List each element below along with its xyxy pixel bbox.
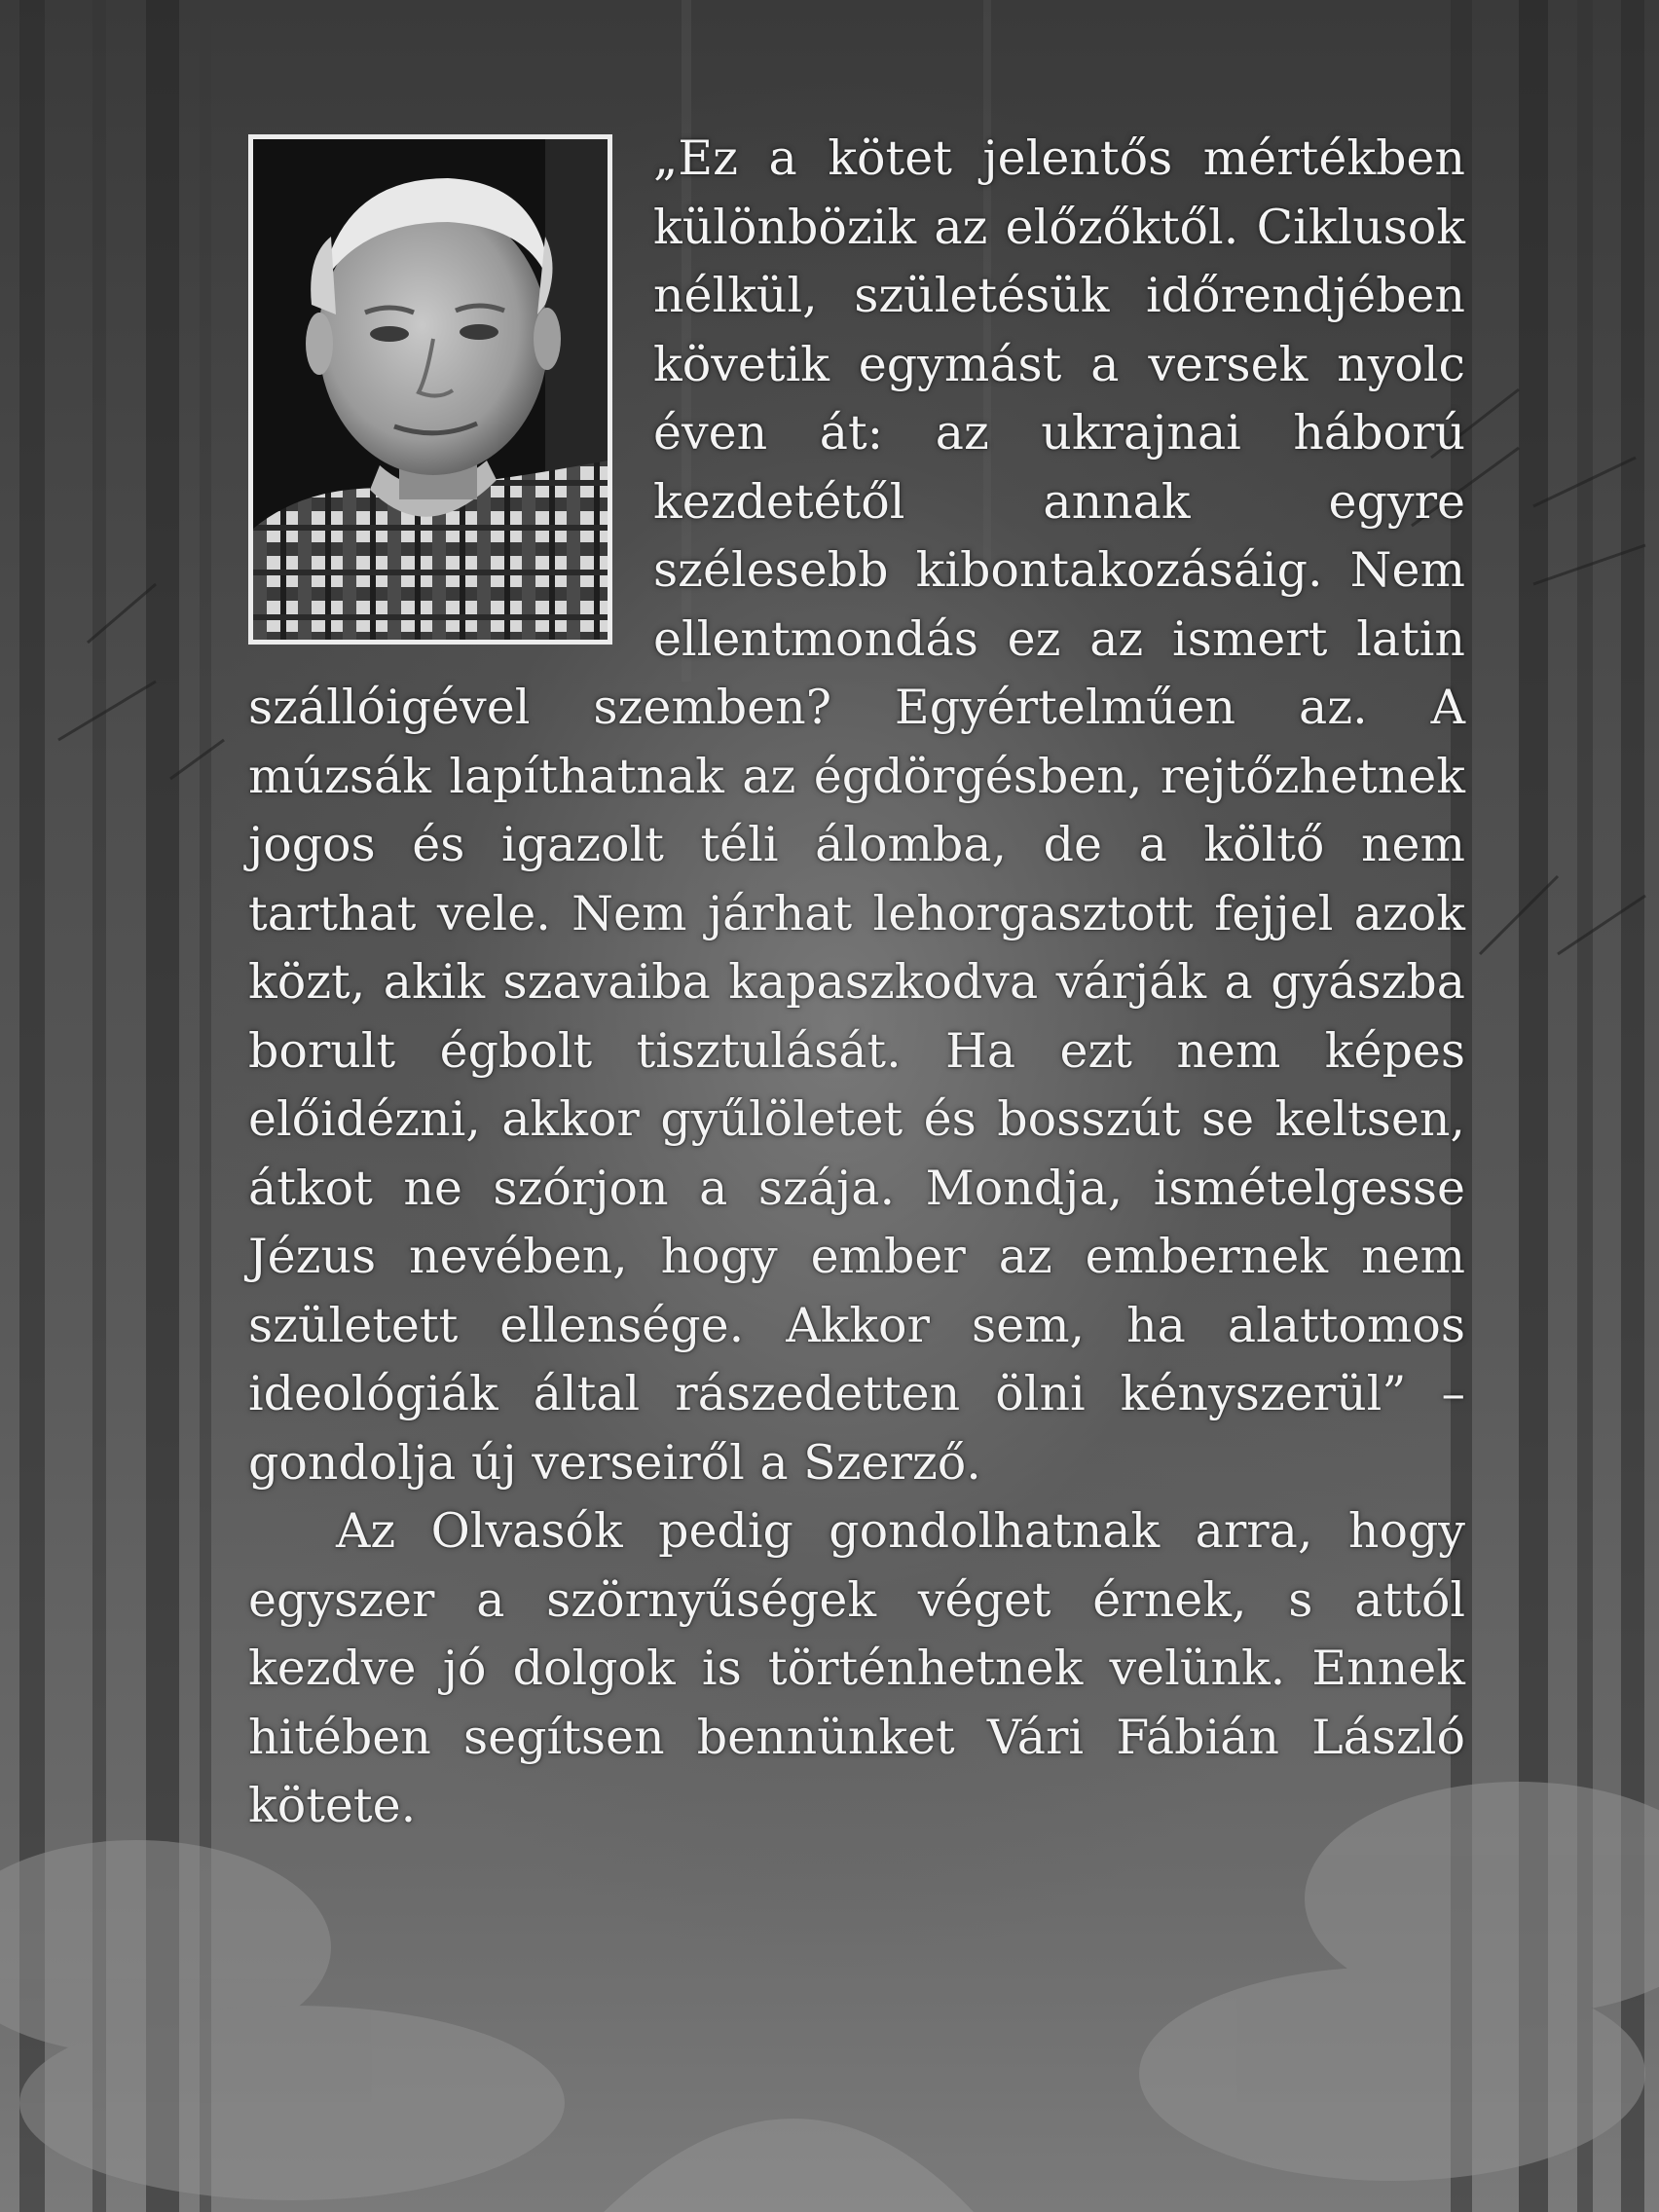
back-cover-content <box>248 125 1465 2052</box>
author-portrait-image <box>253 139 608 640</box>
blurb-paragraph-readers: Az Olvasók pedig gondolhatnak arra, hogy egyszer a szörnyűségek véget érnek, s attól kezdve jó dolgok is történhetnek velünk. Ennek hitében segítsen bennünket Vári Fábián László kötete. <box>248 1503 1465 1833</box>
author-portrait-photo <box>248 134 612 645</box>
blurb-paragraph-quote: „Ez a kötet jelentős mértékben különbözik az előzőktől. Ciklusok nélkül, születésük időrendjében követik egymást a versek nyolc éven át: az ukrajnai háború kezdetétől annak egyre szélesebb kibontakozásáig. Nem ellentmondás ez az ismert latin szállóigével szemben? Egyértelműen az. A múzsák lapíthatnak az égdörgésben, rejtőzhetnek jogos és igazolt téli álomba, de a költő nem tarthat vele. Nem járhat lehorgasztott fejjel azok közt, akik szavaiba kapaszkodva várják a gyászba borult égbolt tisztulását. Ha ezt nem képes előidézni, akkor gyűlöletet és bosszút se keltsen, átkot ne szórjon a szája. Mondja, ismételgesse Jézus nevében, hogy ember az embernek nem született ellensége. Akkor sem, ha alattomos ideológiák által rászedetten ölni kényszerül” – gondolja új verseiről a Szerző. <box>248 130 1465 1491</box>
